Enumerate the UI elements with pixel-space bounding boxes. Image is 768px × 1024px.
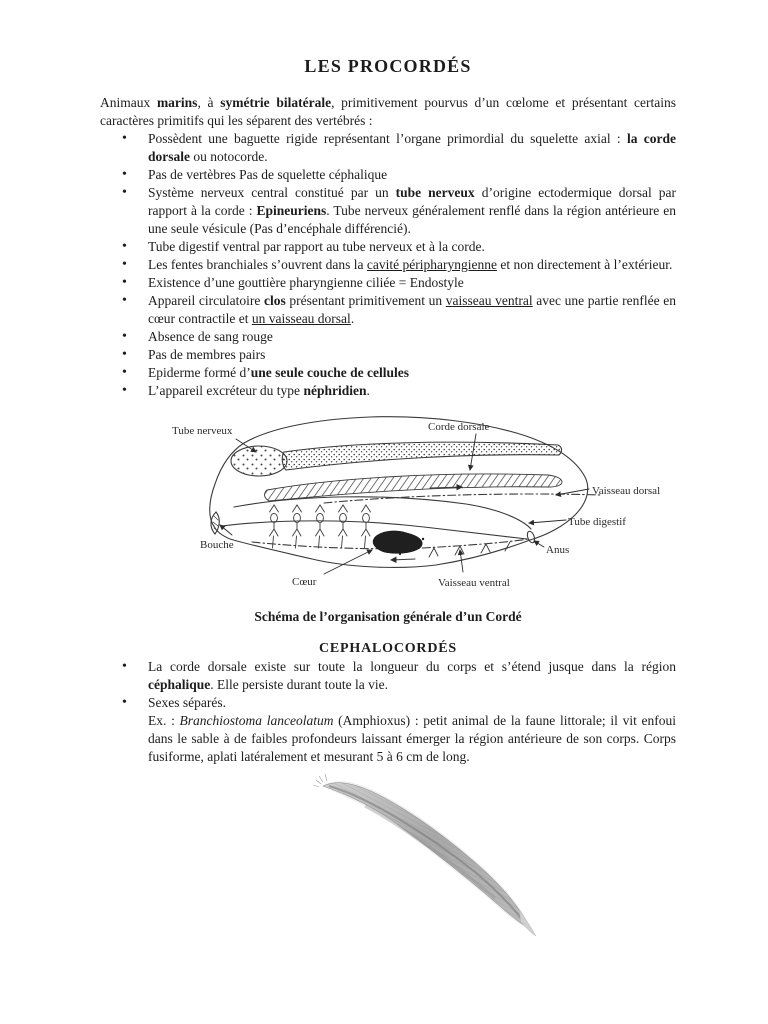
- diagram-label-corde-dorsale: Corde dorsale: [428, 421, 490, 433]
- chordate-diagram-svg: [172, 408, 672, 598]
- list-item: [116, 658, 676, 694]
- list-item: [116, 166, 676, 184]
- gill-slits: [270, 505, 371, 548]
- list-item-text: Absence de sang rouge: [148, 329, 273, 344]
- characteristics-list: [116, 130, 676, 400]
- diagram-label-vaisseau-dorsal: Vaisseau dorsal: [592, 485, 661, 497]
- diagram-label-coeur: Cœur: [292, 576, 317, 588]
- list-item-text: Epiderme formé d’une seule couche de cellules: [148, 365, 409, 380]
- list-item: [116, 382, 676, 400]
- list-item: [116, 328, 676, 346]
- list-item-text: Possèdent une baguette rigide représentant l’organe primordial du squelette axial : la corde dorsale ou notocorde.: [148, 131, 676, 164]
- cephalocordes-list: [116, 658, 676, 712]
- diagram-label-tube-digestif: Tube digestif: [568, 516, 626, 528]
- intro-paragraph: Animaux marins, à symétrie bilatérale, primitivement pourvus d’un cœlome et présentant certains caractères primitifs qui les séparent des vertébrés :: [100, 95, 676, 128]
- amphioxus-photo: [305, 772, 545, 942]
- list-item-text: Sexes séparés.: [148, 695, 226, 710]
- section-heading-cephalocordes: CEPHALOCORDÉS: [319, 641, 457, 656]
- chordate-diagram: [172, 408, 672, 598]
- list-item-text: Système nerveux central constitué par un tube nerveux d’origine ectodermique dorsal par rapport à la corde : Epineuriens. Tube nerveux généralement renflé dans la région antérieure en une seule vésicule (Pas d’encéphale différencié).: [148, 185, 676, 236]
- list-item-text: La corde dorsale existe sur toute la longueur du corps et s’étend jusque dans la région céphalique. Elle persiste durant toute la vie.: [148, 659, 676, 692]
- amphioxus-body: [313, 774, 536, 936]
- diagram-label-bouche: Bouche: [200, 539, 234, 551]
- nerve-tube: [231, 442, 562, 476]
- diagram-label-tube-nerveux: Tube nerveux: [172, 425, 233, 437]
- list-item: [116, 238, 676, 256]
- diagram-label-vaisseau-ventral: Vaisseau ventral: [438, 577, 510, 589]
- list-item-text: Pas de membres pairs: [148, 347, 266, 362]
- list-item-text: Les fentes branchiales s’ouvrent dans la cavité péripharyngienne et non directement à l’extérieur.: [148, 257, 673, 272]
- list-item-text: Appareil circulatoire clos présentant primitivement un vaisseau ventral avec une partie renflée en cœur contractile et un vaisseau dorsal.: [148, 293, 676, 326]
- heart: [373, 531, 424, 560]
- list-item-text: Tube digestif ventral par rapport au tube nerveux et à la corde.: [148, 239, 485, 254]
- page-title: LES PROCORDÉS: [304, 56, 472, 76]
- list-item: [116, 184, 676, 238]
- list-item: [116, 292, 676, 328]
- example-paragraph: Ex. : Branchiostoma lanceolatum (Amphioxus) : petit animal de la faune littorale; il vit enfoui dans le sable à de faibles profondeurs laissant émerger la région antérieure de son corps. Corps fusiforme, aplati latéralement et mesurant 5 à 6 cm de long.: [148, 713, 677, 764]
- list-item: [116, 274, 676, 292]
- list-item: [116, 256, 676, 274]
- list-item-text: L’appareil excréteur du type néphridien.: [148, 383, 370, 398]
- list-item-text: Existence d’une gouttière pharyngienne ciliée = Endostyle: [148, 275, 464, 290]
- list-item: [116, 694, 676, 712]
- list-item: [116, 364, 676, 382]
- amphioxus-photo-svg: [305, 772, 545, 942]
- list-item: [116, 130, 676, 166]
- digestive-tube: [222, 497, 531, 539]
- diagram-label-anus: Anus: [546, 544, 570, 556]
- diagram-caption: Schéma de l’organisation générale d’un Cordé: [254, 609, 522, 624]
- list-item: [116, 346, 676, 364]
- list-item-text: Pas de vertèbres Pas de squelette céphalique: [148, 167, 388, 182]
